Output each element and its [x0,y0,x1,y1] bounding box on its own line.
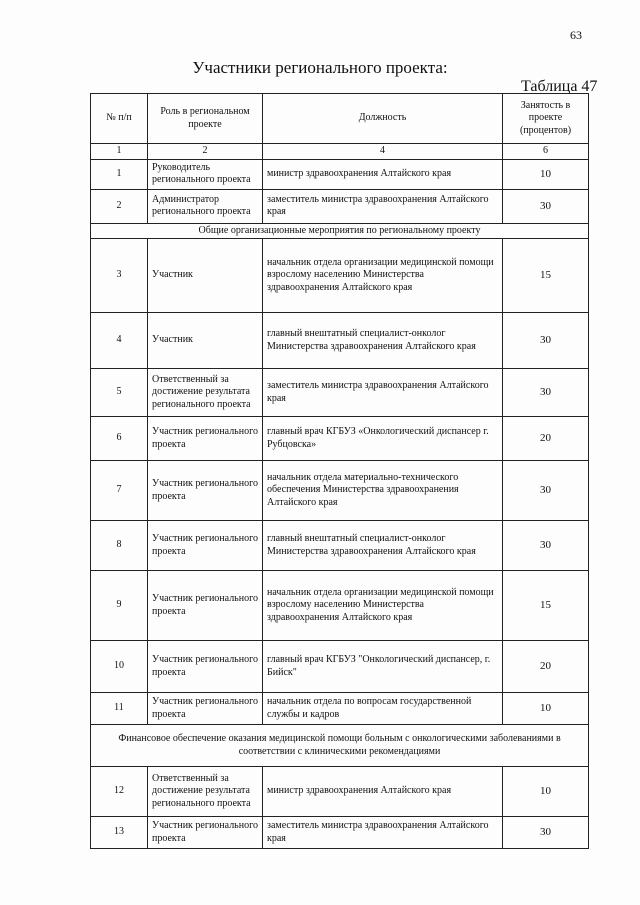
row-num: 5 [91,369,148,417]
row-position: заместитель министра здравоохранения Алтайского края [263,369,503,417]
row-position: начальник отдела материально-технического обеспечения Министерства здравоохранения Алтайского края [263,461,503,521]
row-role: Участник регионального проекта [148,693,263,725]
row-num: 3 [91,239,148,313]
header-employment: Занятость в проекте (процентов) [503,94,589,144]
col-index: 1 [91,144,148,160]
row-role: Администратор регионального проекта [148,189,263,223]
table-row [91,369,589,417]
row-num: 9 [91,571,148,641]
participants-table [90,93,589,849]
row-role: Участник регионального проекта [148,521,263,571]
row-num: 4 [91,313,148,369]
row-num: 6 [91,417,148,461]
row-position: главный врач КГБУЗ «Онкологический диспансер г. Рубцовска» [263,417,503,461]
row-num: 2 [91,189,148,223]
col-index: 4 [263,144,503,160]
row-employment: 10 [503,159,589,189]
row-num: 13 [91,817,148,849]
row-employment: 20 [503,417,589,461]
header-num: № п/п [91,94,148,144]
row-role: Участник регионального проекта [148,571,263,641]
row-employment: 15 [503,239,589,313]
row-employment: 30 [503,521,589,571]
row-role: Ответственный за достижение результата регионального проекта [148,767,263,817]
row-role: Участник регионального проекта [148,641,263,693]
row-role: Участник регионального проекта [148,461,263,521]
col-index: 6 [503,144,589,160]
table-row [91,767,589,817]
page-title: Участники регионального проекта: [192,58,448,77]
row-employment: 30 [503,369,589,417]
row-num: 10 [91,641,148,693]
table-row [91,817,589,849]
table-row [91,159,589,189]
row-employment: 15 [503,571,589,641]
row-position: начальник отдела организации медицинской помощи взрослому населению Министерства здравоохранения Алтайского края [263,571,503,641]
row-employment: 30 [503,461,589,521]
table-row [91,641,589,693]
section-row [91,725,589,767]
table-row [91,189,589,223]
header-position: Должность [263,94,503,144]
section-row [91,223,589,239]
row-employment: 10 [503,693,589,725]
section-heading: Общие организационные мероприятия по региональному проекту [91,223,589,239]
col-index: 2 [148,144,263,160]
row-employment: 30 [503,817,589,849]
row-role: Участник [148,239,263,313]
table-row [91,239,589,313]
row-num: 7 [91,461,148,521]
row-position: министр здравоохранения Алтайского края [263,159,503,189]
row-num: 1 [91,159,148,189]
table-label: Таблица 47 [521,78,598,95]
row-num: 11 [91,693,148,725]
table-row [91,461,589,521]
row-role: Руководитель регионального проекта [148,159,263,189]
table-row [91,417,589,461]
row-role: Участник [148,313,263,369]
row-position: заместитель министра здравоохранения Алтайского края [263,189,503,223]
row-position: начальник отдела организации медицинской помощи взрослому населению Министерства здравоохранения Алтайского края [263,239,503,313]
row-role: Ответственный за достижение результата регионального проекта [148,369,263,417]
row-position: заместитель министра здравоохранения Алтайского края [263,817,503,849]
row-position: министр здравоохранения Алтайского края [263,767,503,817]
row-employment: 30 [503,189,589,223]
row-position: начальник отдела по вопросам государственной службы и кадров [263,693,503,725]
row-employment: 20 [503,641,589,693]
page-number: 63 [570,28,582,42]
row-num: 12 [91,767,148,817]
row-position: главный внештатный специалист-онколог Министерства здравоохранения Алтайского края [263,521,503,571]
header-row [91,94,589,144]
table-row [91,693,589,725]
row-employment: 10 [503,767,589,817]
table-row [91,571,589,641]
header-role: Роль в региональном проекте [148,94,263,144]
table-row [91,313,589,369]
table-row [91,521,589,571]
section-heading: Финансовое обеспечение оказания медицинской помощи больным с онкологическими заболеваниями в соответствии с клиническими рекомендациями [91,725,589,767]
column-index-row [91,144,589,160]
row-num: 8 [91,521,148,571]
row-position: главный врач КГБУЗ "Онкологический диспансер, г. Бийск" [263,641,503,693]
row-role: Участник регионального проекта [148,817,263,849]
row-employment: 30 [503,313,589,369]
row-position: главный внештатный специалист-онколог Министерства здравоохранения Алтайского края [263,313,503,369]
row-role: Участник регионального проекта [148,417,263,461]
